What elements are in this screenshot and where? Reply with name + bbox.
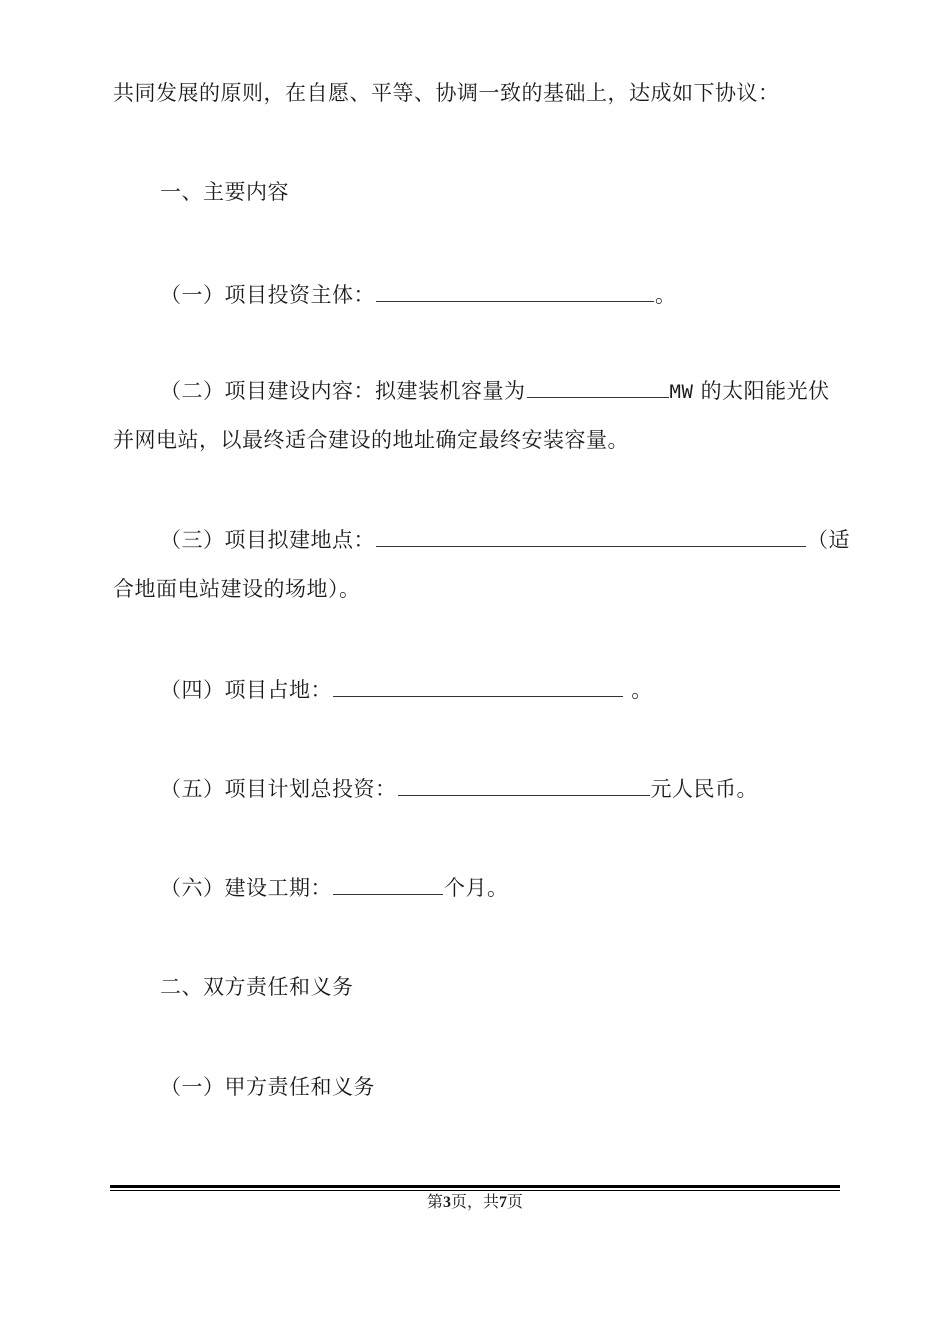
section-2-title: 二、双方责任和义务 bbox=[160, 975, 354, 999]
item-2-blank[interactable] bbox=[527, 377, 669, 398]
item-6-tail: 个月。 bbox=[444, 876, 509, 900]
item-6-line bbox=[160, 873, 509, 903]
item-3-continuation: 合地面电站建设的场地）。 bbox=[113, 577, 361, 601]
footer-rule-thick bbox=[110, 1185, 840, 1188]
item-2-continuation: 并网电站，以最终适合建设的地址确定最终安装容量。 bbox=[113, 428, 629, 452]
footer-prefix: 第 bbox=[426, 1194, 443, 1211]
item-3-blank[interactable] bbox=[376, 526, 806, 547]
section-1-title: 一、主要内容 bbox=[160, 180, 289, 204]
item-3-label: （三）项目拟建地点： bbox=[160, 528, 375, 552]
item-2-unit: MW bbox=[669, 381, 694, 403]
footer-total-pages: 7 bbox=[499, 1194, 507, 1211]
item-6-blank[interactable] bbox=[333, 874, 443, 895]
footer-rule-thin bbox=[110, 1190, 840, 1191]
item-2-tail: 的太阳能光伏 bbox=[700, 379, 830, 403]
item-4-tail: 。 bbox=[631, 678, 653, 702]
footer-current-page: 3 bbox=[442, 1194, 451, 1211]
item-2-line bbox=[160, 376, 830, 407]
item-3-tail: （适 bbox=[807, 528, 850, 552]
item-5-blank[interactable] bbox=[398, 775, 650, 796]
footer-suffix: 页 bbox=[507, 1194, 524, 1211]
item-4-blank[interactable] bbox=[333, 676, 623, 697]
item-5-tail: 元人民币。 bbox=[650, 777, 758, 801]
intro-paragraph: 共同发展的原则，在自愿、平等、协调一致的基础上，达成如下协议： bbox=[113, 81, 780, 105]
page-number-footer bbox=[0, 1192, 950, 1214]
item-1-label: （一）项目投资主体： bbox=[160, 283, 375, 307]
item-1-line bbox=[160, 280, 677, 310]
footer-middle: 页，共 bbox=[450, 1194, 499, 1211]
item-4-line bbox=[160, 675, 653, 705]
item-1-blank[interactable] bbox=[376, 281, 654, 302]
subsection-1-title: （一）甲方责任和义务 bbox=[160, 1075, 375, 1099]
item-2-label: （二）项目建设内容：拟建装机容量为 bbox=[160, 379, 526, 403]
item-4-label: （四）项目占地： bbox=[160, 678, 332, 702]
item-3-line bbox=[160, 525, 850, 555]
item-5-label: （五）项目计划总投资： bbox=[160, 777, 397, 801]
item-6-label: （六）建设工期： bbox=[160, 876, 332, 900]
item-1-tail: 。 bbox=[655, 283, 677, 307]
item-5-line bbox=[160, 774, 758, 804]
